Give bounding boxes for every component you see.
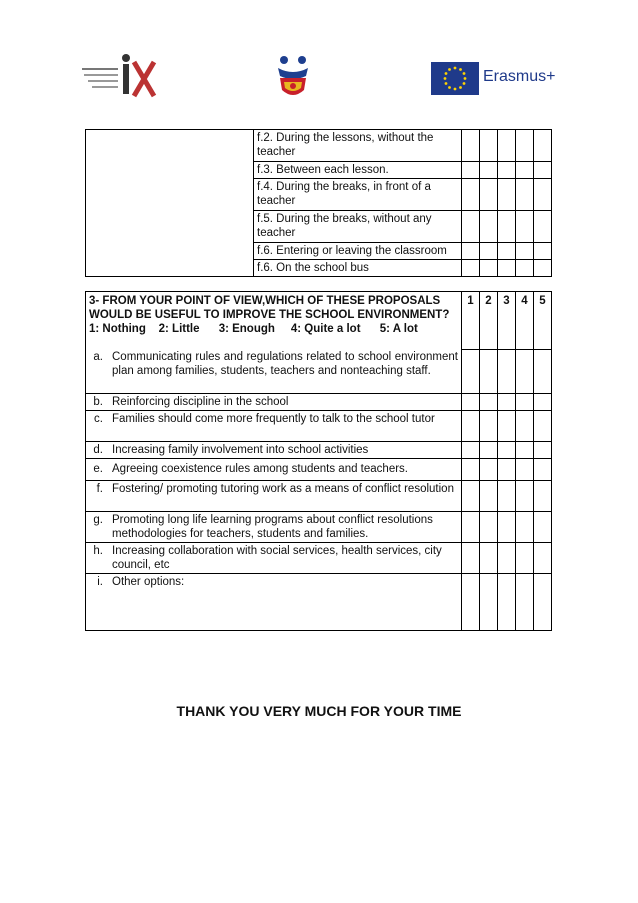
crest-icon <box>268 54 318 102</box>
score-cell[interactable] <box>516 179 534 211</box>
behaviour-location-table <box>85 129 552 277</box>
score-cell[interactable] <box>462 243 480 260</box>
score-cell[interactable] <box>498 543 516 574</box>
item-text: Fostering/ promoting tutoring work as a means of conflict resolution <box>112 483 454 495</box>
table-row <box>86 512 552 543</box>
score-cell[interactable] <box>516 243 534 260</box>
scale-header-3: 3 <box>498 292 516 350</box>
proposal-item <box>86 512 462 543</box>
score-cell[interactable] <box>534 243 552 260</box>
score-cell[interactable] <box>462 481 480 512</box>
score-cell[interactable] <box>534 459 552 481</box>
score-cell[interactable] <box>462 162 480 179</box>
ix-logo-icon <box>78 52 158 102</box>
score-cell[interactable] <box>516 130 534 162</box>
score-cell[interactable] <box>516 442 534 459</box>
score-cell[interactable] <box>534 512 552 543</box>
score-cell[interactable] <box>498 574 516 631</box>
score-cell[interactable] <box>462 574 480 631</box>
score-cell[interactable] <box>480 459 498 481</box>
school-crest-logo <box>268 54 318 102</box>
score-cell[interactable] <box>516 162 534 179</box>
score-cell[interactable] <box>480 130 498 162</box>
item-text: Increasing collaboration with social services, health services, city council, etc <box>112 545 442 571</box>
score-cell[interactable] <box>480 481 498 512</box>
score-cell[interactable] <box>480 162 498 179</box>
score-cell[interactable] <box>498 394 516 411</box>
item-letter: g. <box>93 514 103 526</box>
item-text: Increasing family involvement into school activities <box>112 444 369 456</box>
score-cell[interactable] <box>462 179 480 211</box>
table-row <box>86 349 552 394</box>
table-header-row <box>86 292 552 350</box>
score-cell[interactable] <box>480 179 498 211</box>
score-cell[interactable] <box>534 394 552 411</box>
score-cell[interactable] <box>516 574 534 631</box>
question-title-line2: WOULD BE USEFUL TO IMPROVE THE SCHOOL ENVIRONMENT? <box>89 309 450 321</box>
score-cell[interactable] <box>462 394 480 411</box>
question-header <box>86 292 462 350</box>
score-cell[interactable] <box>480 349 498 394</box>
score-cell[interactable] <box>516 349 534 394</box>
empty-left-cell <box>86 130 254 277</box>
score-cell[interactable] <box>516 481 534 512</box>
item-text: Communicating rules and regulations related to school environment plan among families, students, teachers and nonteaching staff. <box>112 351 458 377</box>
score-cell[interactable] <box>534 162 552 179</box>
proposal-item <box>86 574 462 631</box>
score-cell[interactable] <box>480 543 498 574</box>
score-cell[interactable] <box>516 411 534 442</box>
scale-header-4: 4 <box>516 292 534 350</box>
table-row <box>86 574 552 631</box>
table-row <box>86 130 552 162</box>
proposals-table <box>85 291 552 631</box>
scale-header-1: 1 <box>462 292 480 350</box>
score-cell[interactable] <box>534 211 552 243</box>
score-cell[interactable] <box>498 349 516 394</box>
item-text: Other options: <box>112 576 185 588</box>
item-letter: e. <box>93 463 103 475</box>
score-cell[interactable] <box>534 574 552 631</box>
item-text: Agreeing coexistence rules among students and teachers. <box>112 463 408 475</box>
score-cell[interactable] <box>534 411 552 442</box>
school-logo-left <box>78 52 158 102</box>
score-cell[interactable] <box>462 411 480 442</box>
item-text: Reinforcing discipline in the school <box>112 396 289 408</box>
proposal-item <box>86 442 462 459</box>
table-row <box>86 394 552 411</box>
proposal-item <box>86 459 462 481</box>
score-cell[interactable] <box>462 349 480 394</box>
score-cell[interactable] <box>462 130 480 162</box>
question-cell: f.3. Between each lesson. <box>254 162 462 179</box>
thank-you-message: THANK YOU VERY MUCH FOR YOUR TIME <box>176 703 462 719</box>
item-letter: b. <box>93 396 103 408</box>
table-row <box>86 543 552 574</box>
score-cell[interactable] <box>498 260 516 277</box>
score-cell[interactable] <box>498 481 516 512</box>
question-title-line1: 3- FROM YOUR POINT OF VIEW,WHICH OF THESE PROPOSALS <box>89 295 441 307</box>
score-cell[interactable] <box>516 543 534 574</box>
item-text: Families should come more frequently to talk to the school tutor <box>112 413 435 425</box>
score-cell[interactable] <box>498 179 516 211</box>
score-cell[interactable] <box>534 179 552 211</box>
score-cell[interactable] <box>534 349 552 394</box>
score-cell[interactable] <box>498 211 516 243</box>
score-cell[interactable] <box>462 512 480 543</box>
score-cell[interactable] <box>498 512 516 543</box>
item-letter: c. <box>94 413 103 425</box>
scale-header-2: 2 <box>480 292 498 350</box>
item-letter: i. <box>97 576 103 588</box>
score-cell[interactable] <box>480 442 498 459</box>
table-row <box>86 411 552 442</box>
question-cell: f.4. During the breaks, in front of a teacher <box>254 179 462 211</box>
item-text: Promoting long life learning programs about conflict resolutions methodologies for teachers, students and families. <box>112 514 433 540</box>
erasmus-plus-logo <box>431 62 556 96</box>
score-cell[interactable] <box>480 411 498 442</box>
score-cell[interactable] <box>498 130 516 162</box>
score-cell[interactable] <box>516 459 534 481</box>
item-letter: f. <box>96 483 103 495</box>
score-cell[interactable] <box>534 481 552 512</box>
score-cell[interactable] <box>516 394 534 411</box>
score-cell[interactable] <box>534 130 552 162</box>
question-cell: f.6. Entering or leaving the classroom <box>254 243 462 260</box>
scale-header-5: 5 <box>534 292 552 350</box>
table-row <box>86 459 552 481</box>
proposal-item <box>86 481 462 512</box>
score-cell[interactable] <box>498 459 516 481</box>
score-cell[interactable] <box>462 442 480 459</box>
score-cell[interactable] <box>498 162 516 179</box>
score-cell[interactable] <box>480 243 498 260</box>
scale-legend: 1: Nothing 2: Little 3: Enough 4: Quite a lot 5: A lot <box>89 323 418 335</box>
score-cell[interactable] <box>516 260 534 277</box>
score-cell[interactable] <box>462 459 480 481</box>
score-cell[interactable] <box>534 260 552 277</box>
question-cell: f.6. On the school bus <box>254 260 462 277</box>
eu-flag-icon <box>431 62 479 95</box>
score-cell[interactable] <box>480 211 498 243</box>
score-cell[interactable] <box>534 442 552 459</box>
score-cell[interactable] <box>498 243 516 260</box>
score-cell[interactable] <box>498 442 516 459</box>
proposal-item <box>86 543 462 574</box>
score-cell[interactable] <box>498 411 516 442</box>
score-cell[interactable] <box>534 543 552 574</box>
question-cell: f.2. During the lessons, without the teacher <box>254 130 462 162</box>
erasmus-label: Erasmus+ <box>483 68 556 85</box>
score-cell[interactable] <box>480 512 498 543</box>
score-cell[interactable] <box>516 512 534 543</box>
item-letter: d. <box>93 444 103 456</box>
table-row <box>86 481 552 512</box>
proposal-item <box>86 411 462 442</box>
score-cell[interactable] <box>516 211 534 243</box>
proposal-item <box>86 349 462 394</box>
question-cell: f.5. During the breaks, without any teacher <box>254 211 462 243</box>
item-letter: a. <box>93 351 103 363</box>
proposal-item <box>86 394 462 411</box>
table-row <box>86 442 552 459</box>
score-cell[interactable] <box>480 574 498 631</box>
score-cell[interactable] <box>462 260 480 277</box>
score-cell[interactable] <box>480 260 498 277</box>
item-letter: h. <box>93 545 103 557</box>
score-cell[interactable] <box>462 543 480 574</box>
score-cell[interactable] <box>462 211 480 243</box>
score-cell[interactable] <box>480 394 498 411</box>
